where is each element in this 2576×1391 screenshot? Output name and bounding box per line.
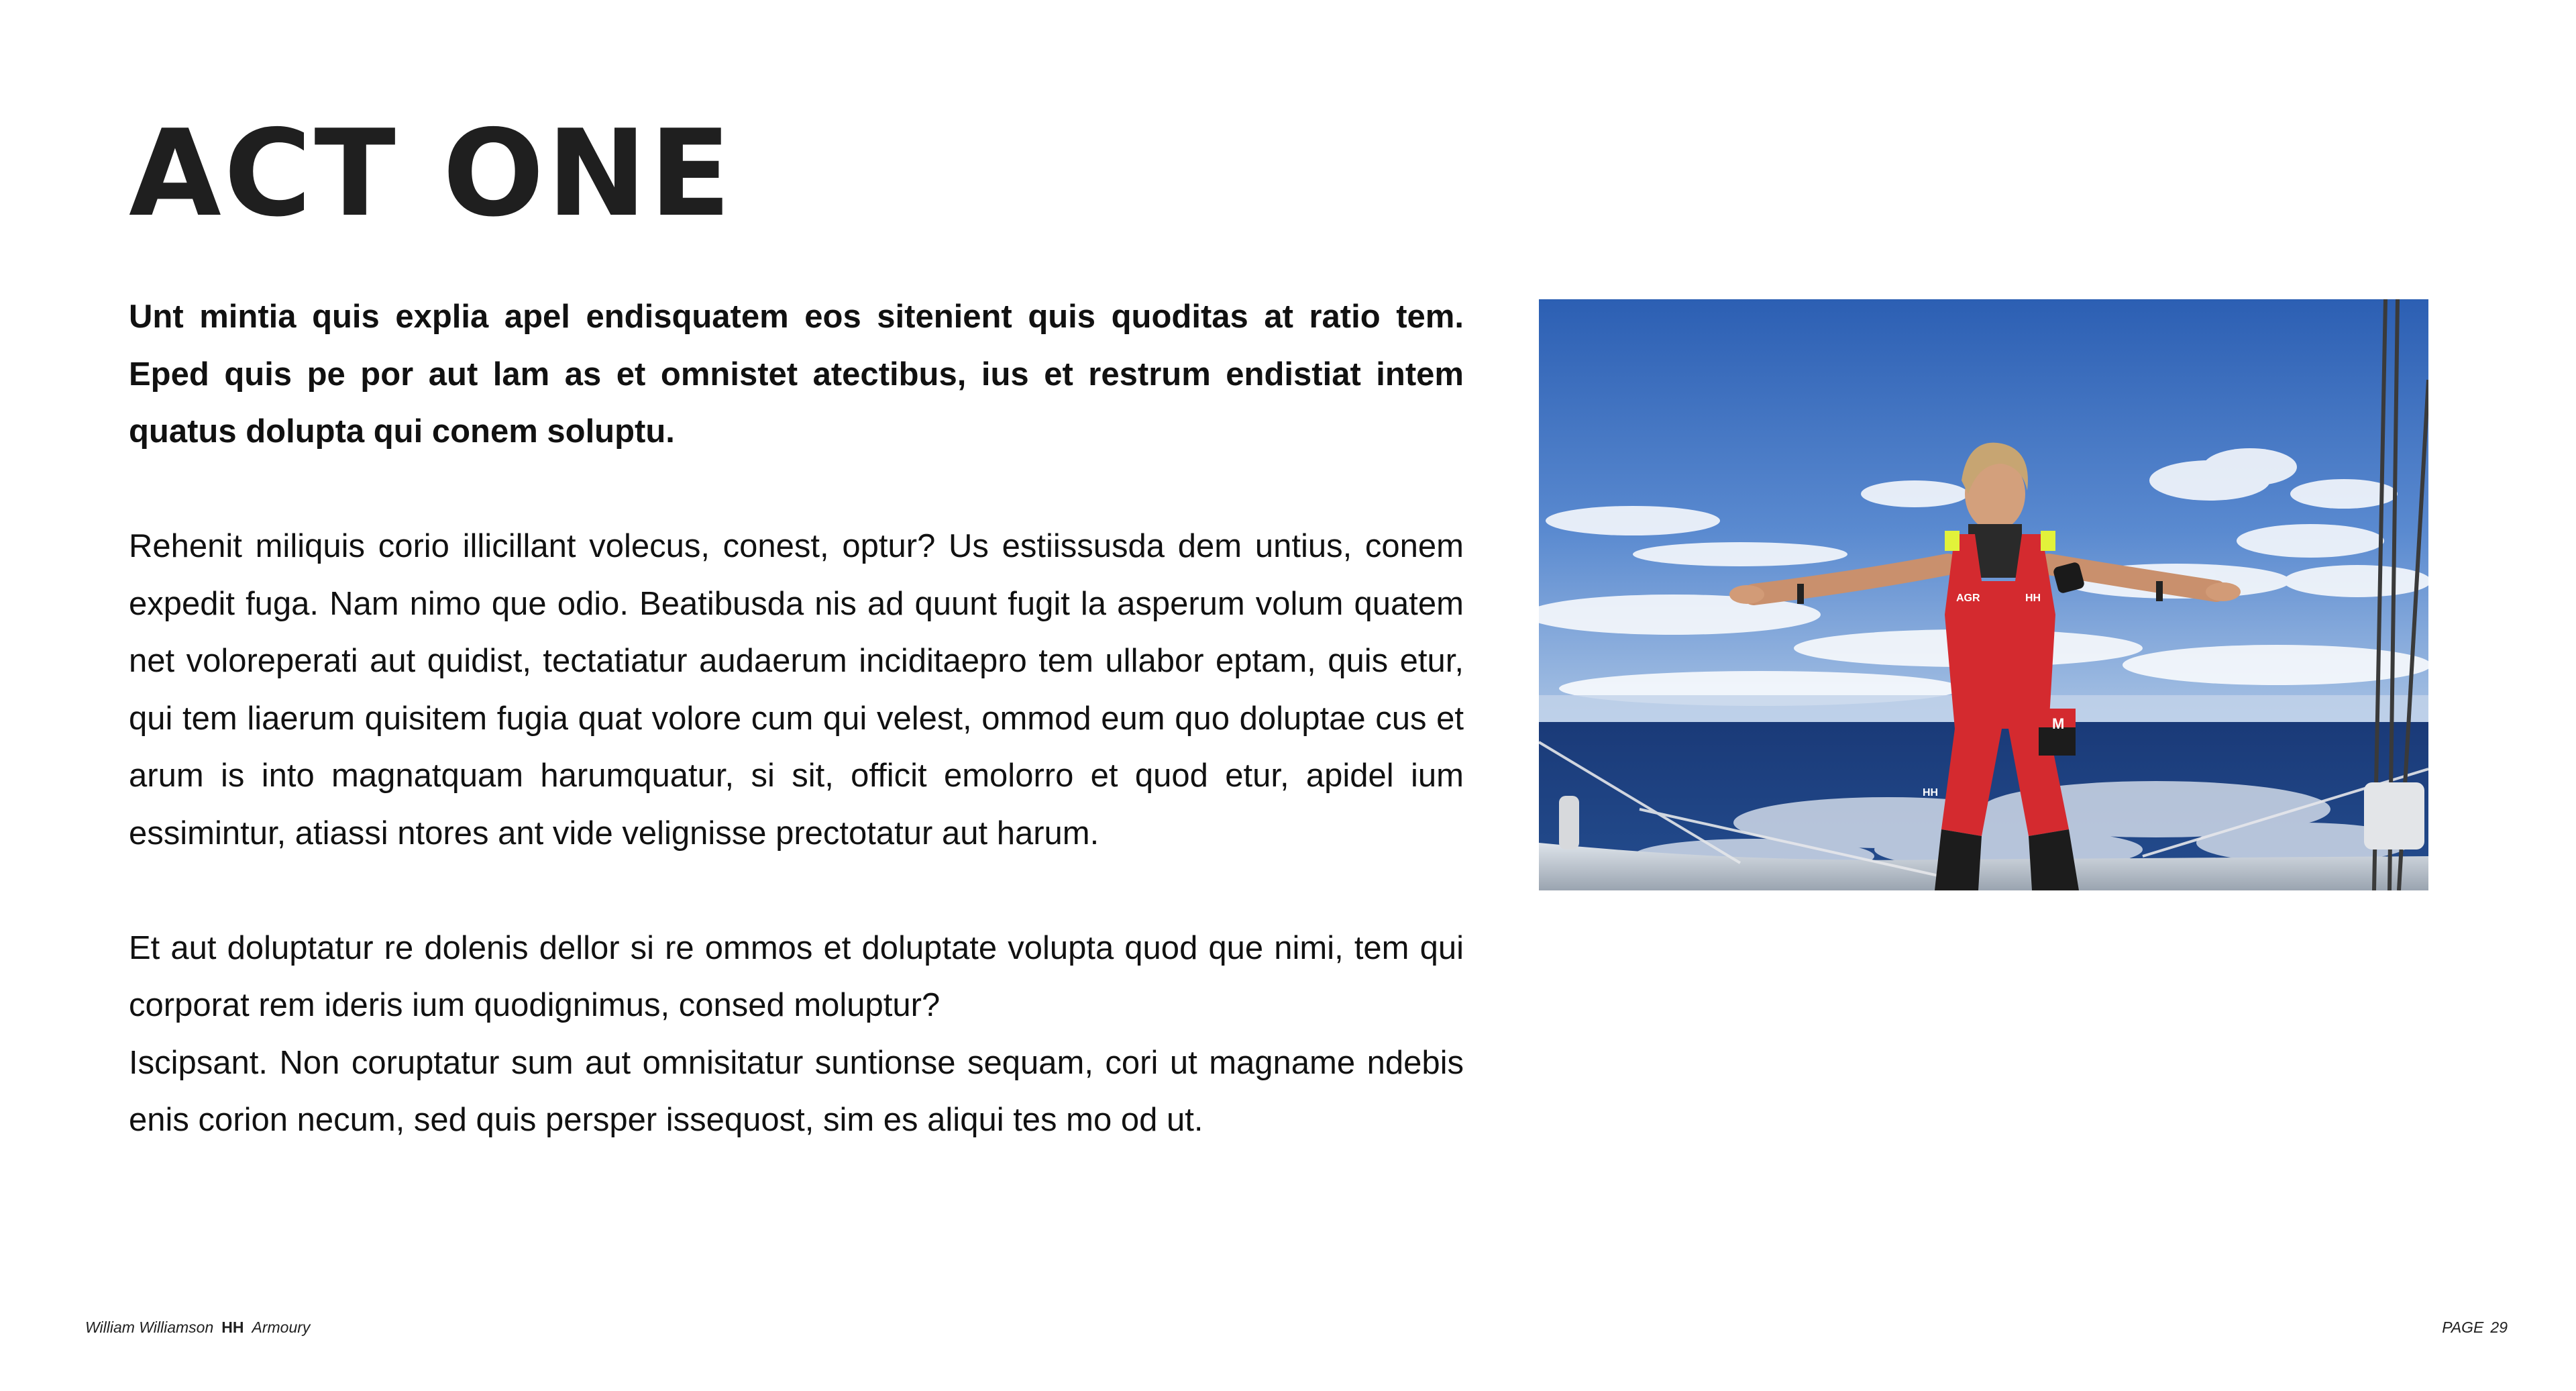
suit-badge-hip: HH — [1923, 787, 1939, 798]
sailor-photo — [1539, 299, 2428, 890]
suit-badge-right: HH — [2025, 593, 2041, 604]
suit-badge-left: AGR — [1956, 593, 1980, 604]
page-number — [2442, 1319, 2508, 1337]
body-paragraph-2: Et aut doluptatur re dolenis dellor si re ommos et doluptate volupta quod que nimi, tem qui corporat rem ideris ium quodignimus, consed moluptur? — [129, 929, 1464, 1023]
page-number-value: 29 — [2490, 1319, 2508, 1336]
page-label: PAGE — [2442, 1319, 2484, 1336]
body-paragraph-3: Iscipsant. Non coruptatur sum aut omnisitatur suntionse sequam, cori ut magname ndebis enis corion necum, sed quis persper issequost, sim es aliqui tes mo od ut. — [129, 1044, 1464, 1138]
suit-badge-pocket: M — [2052, 715, 2065, 732]
footer-brand: HH — [221, 1319, 244, 1336]
body-paragraph-1: Rehenit miliquis corio illicillant volecus, conest, optur? Us estiissusda dem untius, conem expedit fuga. Nam nimo que odio. Beatibusda nis ad quunt fugit la asperum volum quatem net voloreperati aut quidist, tectatiatur audaerum inciditaepro tem ullabor eptam, quis etur, qui tem liaerum quisitem fugia quat volore cum qui velest, ommod eum quo doluptae cus et arum is into magnatquam harumquatur, si sit, officit emolorro et quod etur, apidel ium essimintur, atiassi ntores ant vide velignisse prectotatur aut harum. — [129, 528, 1464, 852]
footer-credit — [85, 1319, 310, 1337]
footer-author: William Williamson — [85, 1319, 214, 1336]
page-title: ACT ONE — [129, 104, 734, 243]
body-text — [129, 289, 1464, 1149]
footer-product: Armoury — [252, 1319, 311, 1336]
lead-paragraph: Unt mintia quis explia apel endisquatem eos sitenient quis quoditas at ratio tem. Eped quis pe por aut lam as et omnistet atectibus, ius et restrum endistiat intem quatus dolupta qui conem soluptu. — [129, 299, 1464, 450]
